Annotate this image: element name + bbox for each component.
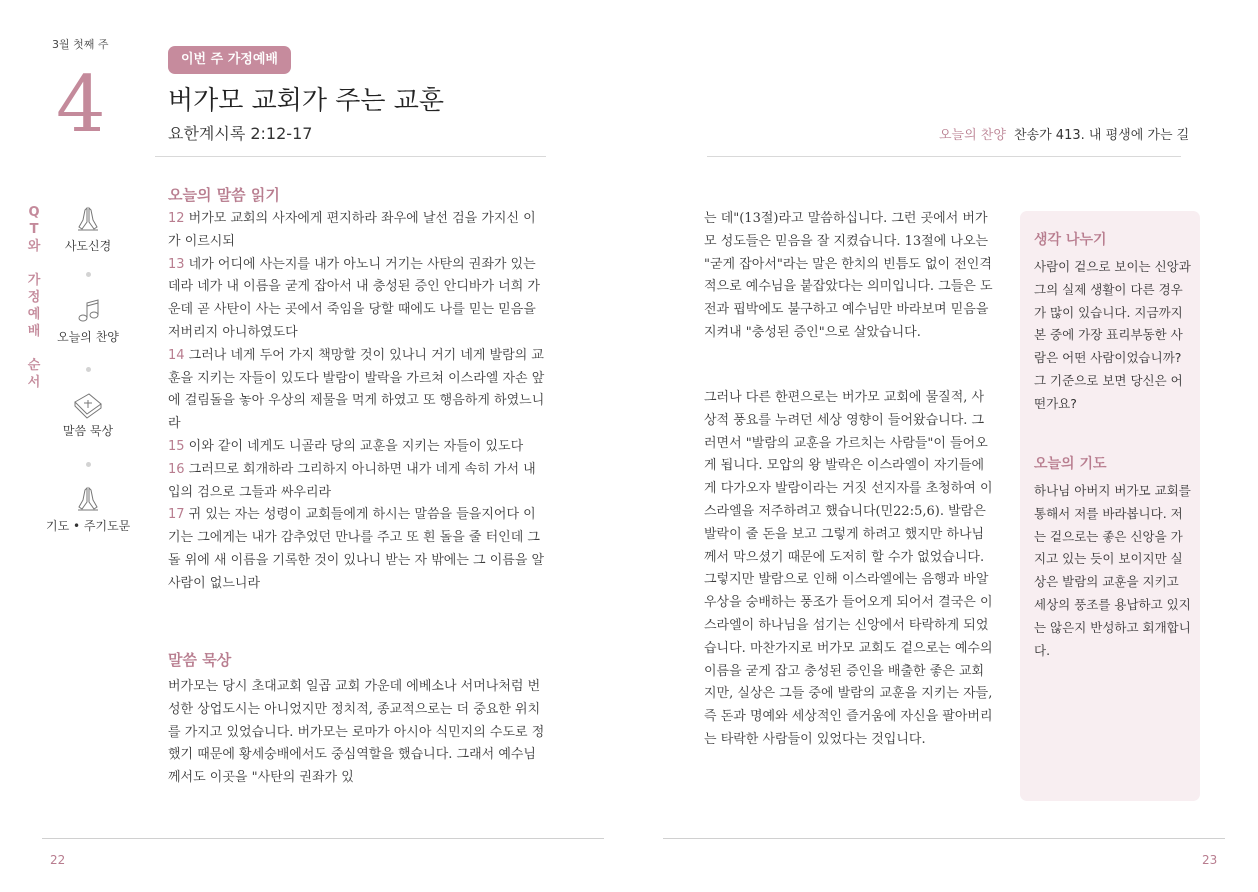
verse-item bbox=[168, 208, 546, 254]
hymn-label: 오늘의 찬양 bbox=[939, 128, 1006, 143]
verse-number: 14 bbox=[168, 347, 185, 363]
rail-item-creed bbox=[46, 205, 130, 254]
page-number-right: 23 bbox=[1202, 853, 1218, 867]
meditation-paragraph-2: 는 데"(13절)라고 말씀하십니다. 그런 곳에서 버가모 성도들은 믿음을 잘 지켰습니다. 13절에 나오는 "굳게 잡아서"라는 말은 한치의 빈틈도 없이 전인격적으로 예수님을 붙잡았다는 의미입니다. 그들은 도전과 핍박에도 불구하고 예수님만 바라보며 믿음을 지켜내 "충성된 증인"으로 살았습니다. bbox=[704, 211, 993, 340]
rail-item-label: 말씀 묵상 bbox=[62, 424, 114, 438]
header-divider-left bbox=[155, 156, 546, 157]
rail-item-label: 오늘의 찬양 bbox=[57, 330, 119, 344]
share-text: 사람이 겉으로 보이는 신앙과 그의 실제 생활이 다른 경우가 많이 있습니다. 지금까지 본 중에 가장 표리부동한 사람은 어떤 사람이었습니까? 그 기준으로 보면 당신은 어떤가요? bbox=[1034, 259, 1191, 411]
week-label: 3월 첫째 주 bbox=[52, 38, 109, 51]
page-title: 버가모 교회가 주는 교훈 bbox=[168, 86, 444, 116]
verse-text: 이와 같이 네게도 니골라 당의 교훈을 지키는 자들이 있도다 bbox=[184, 438, 524, 454]
verse-number: 15 bbox=[168, 438, 185, 454]
music-note-icon bbox=[73, 296, 103, 326]
rail-item-prayer bbox=[46, 485, 130, 534]
verse-text: 버가모 교회의 사자에게 편지하라 좌우에 날선 검을 가지신 이가 이르시되 bbox=[168, 211, 536, 249]
praying-hands-icon bbox=[73, 205, 103, 235]
verse-number: 13 bbox=[168, 256, 185, 272]
rail-item-label: 사도신경 bbox=[64, 239, 112, 253]
rail-item-hymn bbox=[46, 296, 130, 345]
scripture-reference: 요한계시록 2:12-17 bbox=[168, 124, 313, 143]
meditation-heading: 말씀 묵상 bbox=[168, 651, 232, 669]
verse-item bbox=[168, 254, 546, 345]
rail-dot bbox=[86, 367, 91, 372]
rail-dot bbox=[86, 462, 91, 467]
verse-item bbox=[168, 504, 546, 595]
meditation-paragraph-1: 버가모는 당시 초대교회 일곱 교회 가운데 에베소나 서머나처럼 번성한 상업도시는 아니었지만 정치적, 종교적으로는 더 중요한 위치를 가지고 있었습니다. 버가모는 로마가 아시아 식민지의 수도로 정했기 때문에 황세숭배에서도 중심역할을 했습니다. 그래서 예수님께서도 이곳을 "사탄의 권좌가 있 bbox=[168, 679, 545, 786]
verse-text: 그러므로 회개하라 그리하지 아니하면 내가 네게 속히 가서 내 입의 검으로 그들과 싸우리라 bbox=[168, 461, 536, 500]
reading-heading: 오늘의 말씀 읽기 bbox=[168, 186, 280, 204]
day-number: 4 bbox=[56, 60, 106, 150]
header-divider-right bbox=[707, 156, 1181, 157]
verse-item bbox=[168, 345, 546, 436]
hymn-value: 찬송가 413. 내 평생에 가는 길 bbox=[1014, 128, 1190, 143]
praying-hands-icon bbox=[73, 485, 103, 515]
prayer-heading: 오늘의 기도 bbox=[1034, 456, 1107, 472]
verse-number: 16 bbox=[168, 461, 185, 477]
verse-list bbox=[168, 208, 546, 596]
section-badge: 이번 주 가정예배 bbox=[168, 46, 291, 74]
prayer-text: 하나님 아버지 버가모 교회를 통해서 저를 바라봅니다. 저는 겉으로는 좋은 신앙을 가지고 있는 듯이 보이지만 실상은 발람의 교훈을 지키고 세상의 풍조를 용납하고 있지는 않은지 반성하고 회개합니다. bbox=[1034, 483, 1191, 658]
verse-item bbox=[168, 436, 546, 459]
meditation-paragraph-3: 그러나 다른 한편으로는 버가모 교회에 물질적, 사상적 풍요를 누려던 세상 영향이 들어왔습니다. 그러면서 "발람의 교훈을 가르치는 사람들"이 들어오게 됩니다. 모압의 왕 발락은 이스라엘이 자기들에게 다가오자 발람이라는 거짓 선지자를 초청하여 이스라엘을 저주하려고 했습니다(민22:5,6). 발람은 발락이 줄 돈을 보고 그렇게 하려고 했지만 하나님께서 막으셨기 때문에 도저히 할 수가 없었습니다. 그렇지만 발람으로 인해 이스라엘에는 음행과 바알 우상을 숭배하는 풍조가 들어오게 되어서 결국은 이스라엘이 하나님을 섬기는 신앙에서 타락하게 되었습니다. 마찬가지로 버가모 교회도 겉으로는 예수의 이름을 굳게 잡고 충성된 증인을 배출한 좋은 교회지만, 실상은 그들 중에 발람의 교훈을 지키는 자들, 즉 돈과 명예와 세상적인 즐거움에 자신을 팔아버리는 타락한 사람들이 있었다는 것입니다. bbox=[704, 390, 993, 747]
verse-number: 12 bbox=[168, 211, 185, 226]
footer-divider-left bbox=[42, 838, 604, 839]
footer-divider-right bbox=[663, 838, 1225, 839]
rail-vertical-title: Q T 와 가 정 예 배 순 서 bbox=[27, 205, 41, 390]
verse-text: 귀 있는 자는 성령이 교회들에게 하시는 말씀을 들을지어다 이기는 그에게는 내가 감추었던 만나를 주고 또 흰 돌을 줄 터인데 그 돌 위에 새 이름을 기록한 것이 있나니 받는 자 밖에는 그 이름을 알 사람이 없느니라 bbox=[168, 507, 545, 591]
bible-icon bbox=[71, 390, 105, 420]
rail-dot bbox=[86, 272, 91, 277]
verse-number: 17 bbox=[168, 507, 185, 523]
rail-item-meditation bbox=[46, 390, 130, 439]
share-heading: 생각 나누기 bbox=[1034, 232, 1107, 248]
rail-item-label: 기도 • 주기도문 bbox=[46, 519, 131, 533]
page-number-left: 22 bbox=[50, 853, 66, 867]
verse-item bbox=[168, 459, 546, 505]
verse-text: 그러나 네게 두어 가지 책망할 것이 있나니 거기 네게 발람의 교훈을 지키는 자들이 있도다 발람이 발락을 가르쳐 이스라엘 자손 앞에 걸림돌을 놓아 우상의 제물을 먹게 하였고 또 행음하게 하였느니라 bbox=[168, 347, 545, 432]
verse-text: 네가 어디에 사는지를 내가 아노니 거기는 사탄의 권좌가 있는 데라 네가 내 이름을 굳게 잡아서 내 충성된 증인 안디바가 너희 가운데 곧 사탄이 사는 곳에서 죽임을 당할 때에도 나를 믿는 믿음을 저버리지 아니하였도다 bbox=[168, 256, 540, 340]
